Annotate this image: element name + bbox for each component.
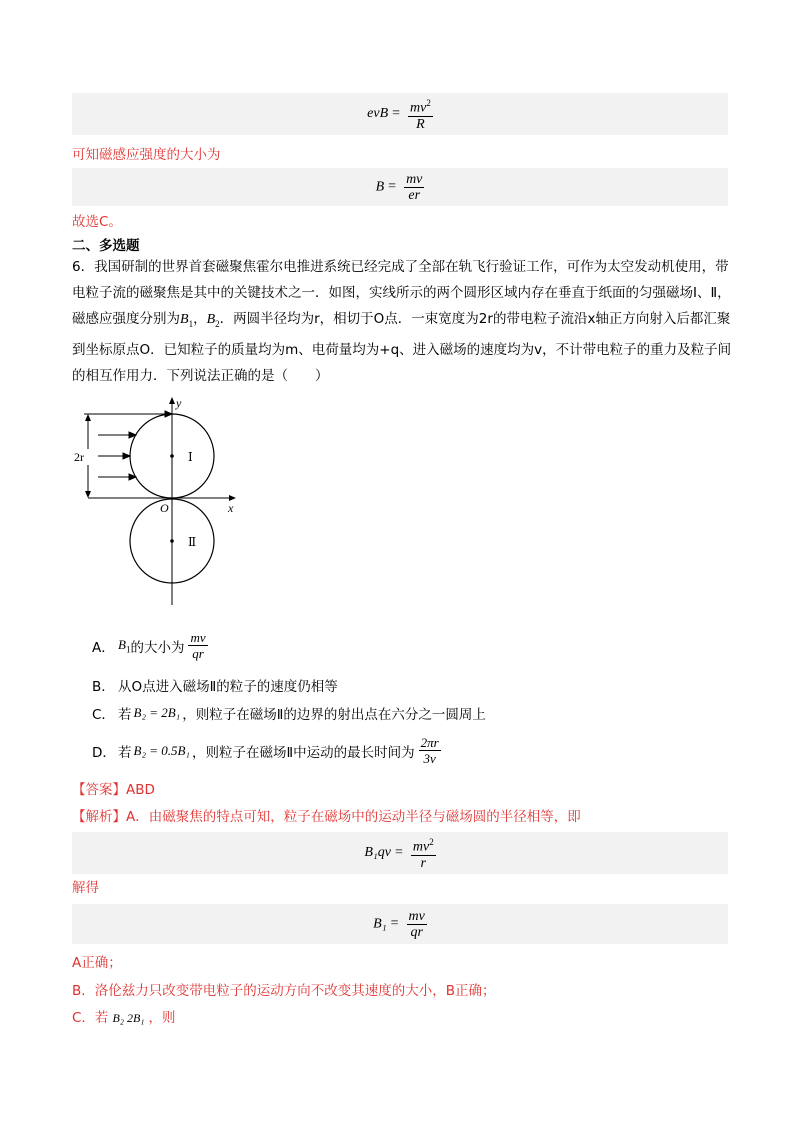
option-c-prefix: 若 bbox=[118, 707, 132, 723]
region-1-label: Ⅰ bbox=[188, 450, 193, 464]
center-dot-2 bbox=[170, 539, 174, 543]
formula-lhs: B₁ bbox=[373, 916, 387, 932]
option-b[interactable] bbox=[92, 675, 338, 695]
formula-box-evb bbox=[72, 93, 728, 135]
comma: ， bbox=[193, 311, 207, 327]
b1-symbol: B bbox=[118, 636, 126, 652]
option-d-math: B₂ = 0.5B₁ bbox=[133, 742, 190, 758]
dimension-arrow-up-icon bbox=[85, 414, 91, 421]
option-b-text: 从O点进入磁场Ⅱ的粒子的速度仍相等 bbox=[118, 679, 338, 695]
option-d-denominator: 3v bbox=[423, 751, 436, 766]
analysis-a-correct: A正确； bbox=[72, 955, 122, 971]
option-d-text: ，则粒子在磁场Ⅱ中运动的最长时间为 bbox=[191, 744, 415, 761]
formula-b: B = $\frac{mv}{er}$ bbox=[375, 171, 423, 203]
option-a-text: 的大小为 bbox=[130, 639, 185, 656]
origin-label: O bbox=[160, 501, 169, 515]
option-a[interactable] bbox=[92, 630, 208, 661]
b1-subscript: 1 bbox=[188, 318, 194, 329]
center-dot-1 bbox=[170, 454, 174, 458]
analysis-c-line bbox=[72, 1008, 175, 1028]
formula-lhs: evB bbox=[367, 106, 389, 122]
region-2-label: Ⅱ bbox=[188, 535, 197, 549]
formula-exponent: 2 bbox=[429, 837, 434, 848]
b2-symbol: B bbox=[206, 312, 216, 327]
analysis-tag: 【解析】 bbox=[72, 809, 126, 825]
option-c-text: ，则粒子在磁场Ⅱ的边界的射出点在六分之一圆周上 bbox=[182, 707, 486, 723]
conclusion-line: 可知磁感应强度的大小为 bbox=[72, 147, 221, 163]
analysis-line bbox=[72, 807, 581, 827]
formula-numerator: mv bbox=[406, 171, 423, 187]
formula-evb: evB = $\frac{mv^2}{R}$ bbox=[367, 98, 431, 132]
b1-symbol: B bbox=[180, 312, 189, 327]
option-d-label: D． bbox=[92, 744, 116, 761]
solve-label: 解得 bbox=[72, 880, 99, 896]
x-axis-label: x bbox=[228, 501, 234, 515]
analysis-c-prefix: C．若 bbox=[72, 1010, 109, 1026]
analysis-b-line: B．洛伦兹力只改变带电粒子的运动方向不改变其速度的大小，B正确； bbox=[72, 983, 496, 999]
dimension-arrow-down-icon bbox=[85, 491, 91, 498]
formula-lhs: B₁qv bbox=[364, 845, 391, 861]
formula-exponent: 2 bbox=[426, 98, 431, 109]
analysis-c-suffix: ，则 bbox=[148, 1010, 176, 1026]
y-axis-arrow-icon bbox=[169, 397, 175, 404]
option-c[interactable] bbox=[92, 703, 486, 723]
formula-denominator: R bbox=[416, 116, 425, 132]
formula-denominator: er bbox=[408, 187, 421, 203]
formula-denominator: r bbox=[420, 855, 426, 871]
option-b-label: B． bbox=[92, 679, 115, 695]
option-a-numerator: mv bbox=[190, 630, 206, 645]
formula-box-b1 bbox=[72, 904, 728, 944]
question-text-part-1: 6．我国研制的世界首套磁聚焦霍尔电推进系统已经完成了全部在轨飞行验证工作，可作为太空发动机使用，带电粒子流的磁聚焦是其中的关键技术之一．如图，实线所示的两个圆形区域内存在垂直于纸面的匀强磁场Ⅰ、Ⅱ，磁感应强度分别为 bbox=[72, 259, 731, 327]
formula-lhs: B bbox=[375, 179, 385, 195]
particle-beam bbox=[98, 411, 172, 480]
formula-numerator: mv bbox=[410, 100, 427, 116]
option-d-prefix: 若 bbox=[118, 744, 132, 761]
width-label: 2r bbox=[74, 450, 84, 464]
question-text-part-2: ．两圆半径均为r，相切于O点．一束宽度为2r的带电粒子流沿x轴正方向射入后都汇聚到坐标原点O．已知粒子的质量均为m、电荷量均为+q、进入磁场的速度均为v，不计带电粒子的重力及粒子间的相互作用力．下列说法正确的是（ ） bbox=[72, 311, 732, 384]
option-a-label: A． bbox=[92, 639, 115, 656]
formula-b1: B₁ = $\frac{mv}{qr}$ bbox=[373, 908, 425, 940]
formula-box-b1qv bbox=[72, 832, 728, 874]
analysis-text: A．由磁聚焦的特点可知，粒子在磁场中的运动半径与磁场圆的半径相等，即 bbox=[126, 809, 581, 825]
option-a-denominator: qr bbox=[192, 646, 204, 661]
option-d[interactable] bbox=[92, 735, 441, 766]
answer-choice-line: 故选C。 bbox=[72, 214, 122, 230]
option-d-numerator: 2πr bbox=[420, 735, 439, 750]
question-text bbox=[72, 254, 732, 389]
formula-b1qv: B₁qv = $\frac{mv^2}{r}$ bbox=[364, 837, 434, 871]
formula-box-b bbox=[72, 168, 728, 206]
y-axis-label: y bbox=[176, 396, 182, 410]
answer-line: 【答案】ABD bbox=[72, 782, 155, 798]
b1-subscript: 1 bbox=[125, 644, 131, 655]
section-heading: 二、多选题 bbox=[72, 238, 140, 254]
analysis-c-math: B₂ 2B₁ bbox=[112, 1011, 145, 1025]
option-c-label: C． bbox=[92, 707, 115, 723]
option-c-math: B₂ = 2B₁ bbox=[133, 705, 181, 720]
formula-numerator: mv bbox=[408, 908, 425, 924]
formula-denominator: qr bbox=[410, 924, 423, 940]
magnetic-field-diagram bbox=[68, 395, 258, 610]
formula-numerator: mv bbox=[412, 839, 430, 855]
b2-subscript: 2 bbox=[215, 318, 220, 329]
